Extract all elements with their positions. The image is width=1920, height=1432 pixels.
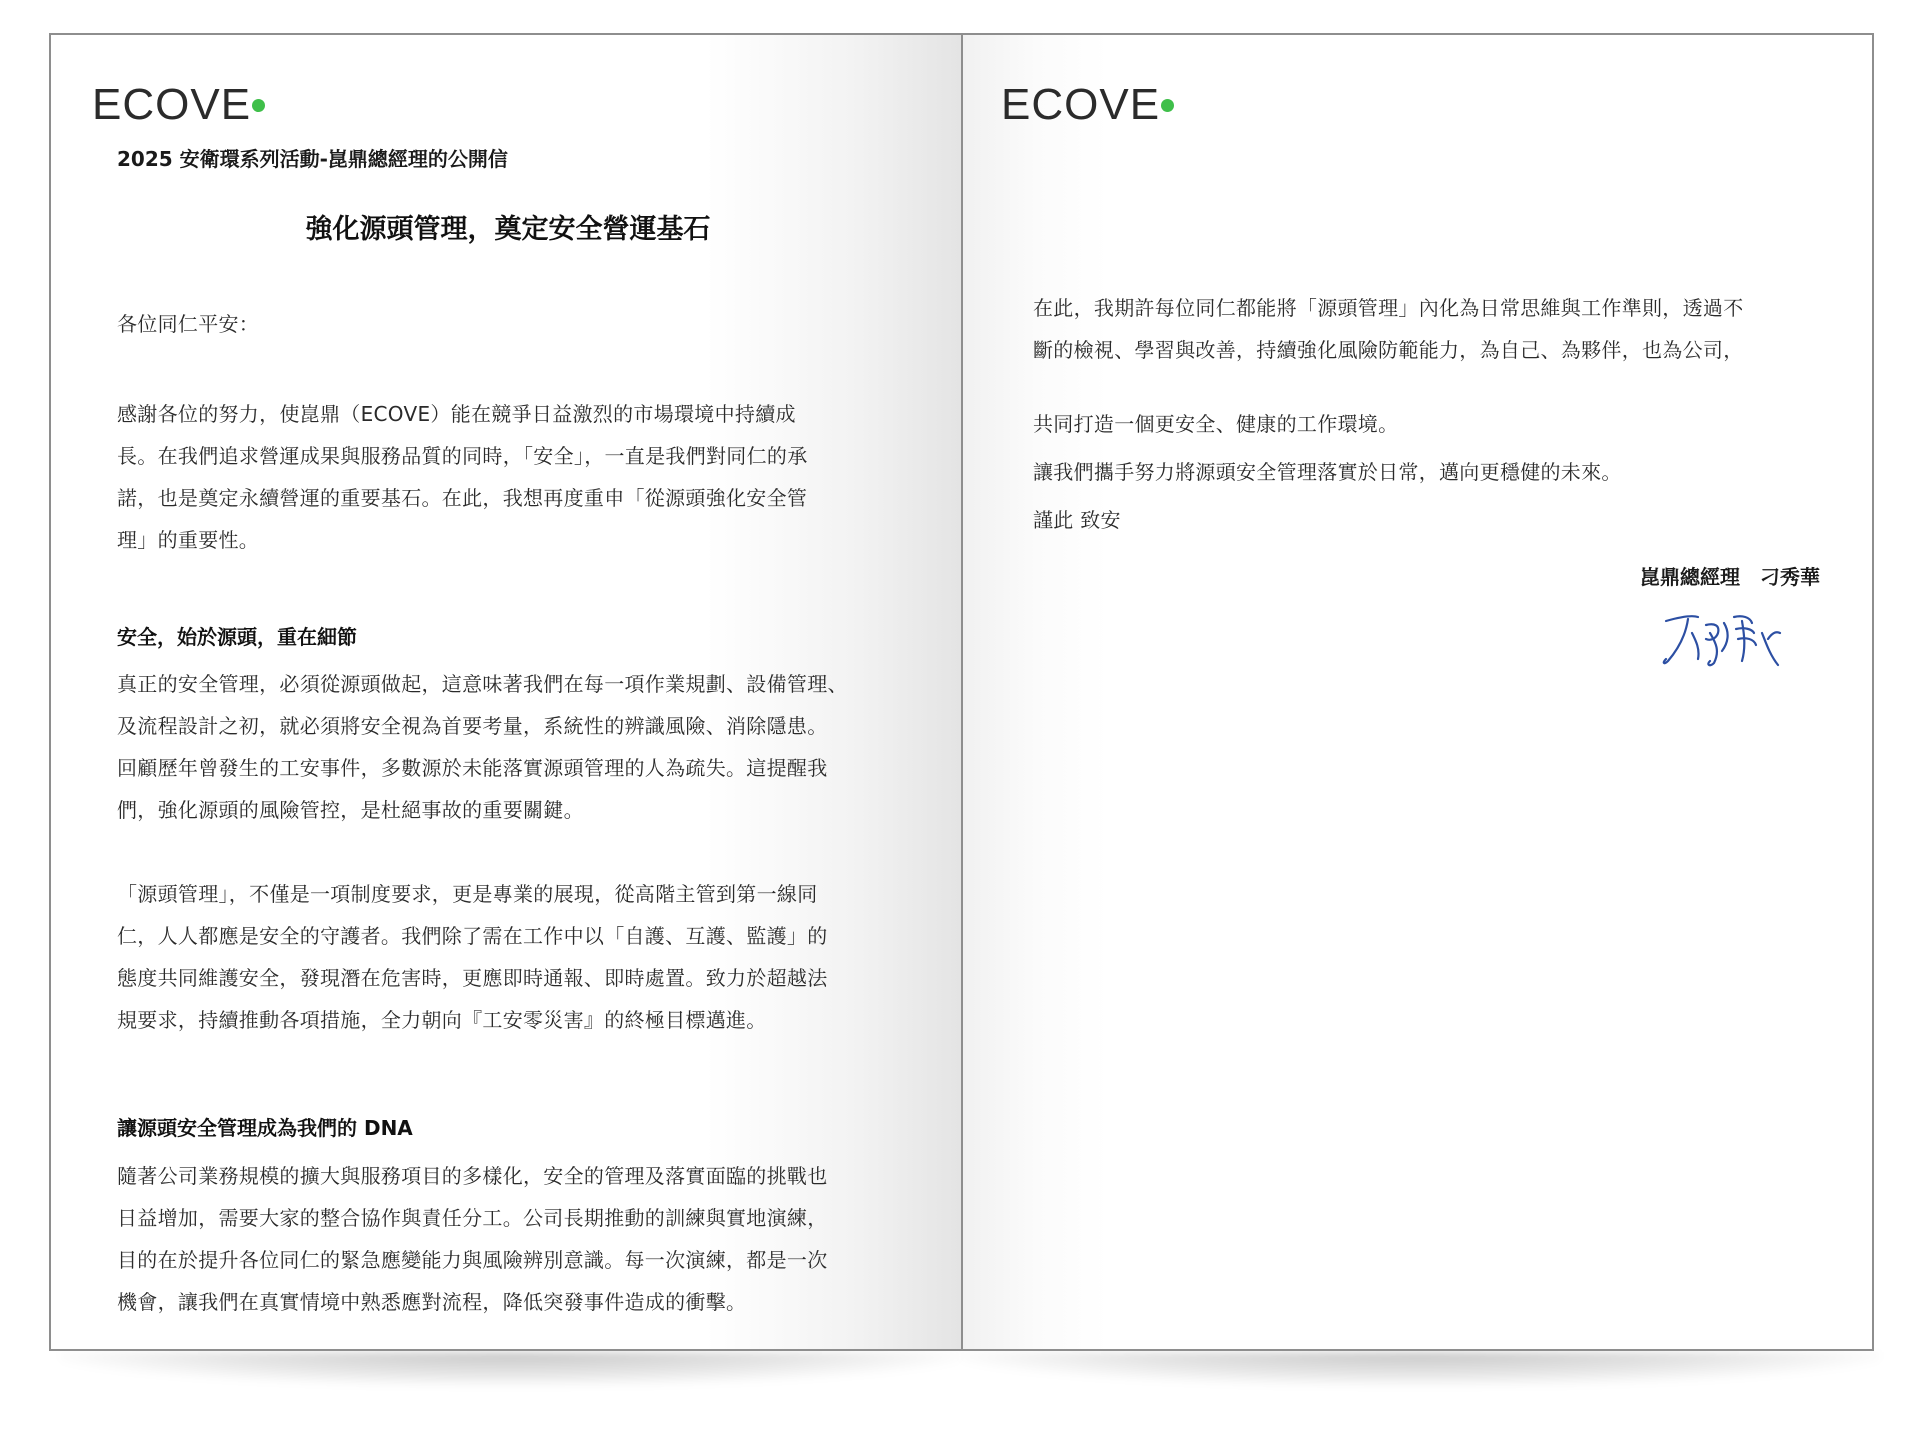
signature-title: 崑鼎總經理 刁秀華 [1640, 565, 1820, 589]
paragraph-line: 長。在我們追求營運成果與服務品質的同時，「安全」，一直是我們對同仁的承 [117, 444, 808, 468]
letter-page-1 [49, 33, 963, 1351]
paragraph-line: 在此，我期許每位同仁都能將「源頭管理」內化為日常思維與工作準則，透過不 [1033, 296, 1744, 320]
paragraph-line: 共同打造一個更安全、健康的工作環境。 [1033, 412, 1399, 436]
paragraph-line: 態度共同維護安全，發現潛在危害時，更應即時通報、即時處置。致力於超越法 [117, 966, 828, 990]
paragraph-line: 斷的檢視、學習與改善，持續強化風險防範能力，為自己、為夥伴，也為公司， [1033, 338, 1744, 362]
paragraph-line: 真正的安全管理，必須從源頭做起，這意味著我們在每一項作業規劃、設備管理、 [117, 672, 848, 696]
letter-title: 強化源頭管理，奠定安全營運基石 [305, 214, 711, 245]
greeting [117, 303, 917, 345]
handwritten-signature [1658, 603, 1788, 673]
paragraph-line: 隨著公司業務規模的擴大與服務項目的多樣化，安全的管理及落實面臨的挑戰也 [117, 1164, 828, 1188]
paragraph-line: 諾，也是奠定永續營運的重要基石。在此，我想再度重申「從源頭強化安全管 [117, 486, 808, 510]
logo-green-dot [1161, 99, 1174, 112]
paragraph-line: 讓我們攜手努力將源頭安全管理落實於日常，邁向更穩健的未來。 [1033, 460, 1622, 484]
section1-paragraph [117, 663, 917, 831]
paragraph-line: 感謝各位的努力，使崑鼎（ECOVE）能在競爭日益激烈的市場環境中持續成 [117, 402, 796, 426]
paragraph-line: 「源頭管理」，不僅是一項制度要求，更是專業的展現，從高階主管到第一線同 [117, 882, 818, 906]
page-shadow-left [60, 1352, 960, 1386]
paragraph-line: 們，強化源頭的風險管控，是杜絕事故的重要關鍵。 [117, 798, 584, 822]
logo-green-dot [252, 99, 265, 112]
section-heading-dna: 讓源頭安全管理成為我們的 DNA [117, 1116, 413, 1140]
closing-paragraph [1033, 287, 1833, 371]
closing-salutation: 謹此 致安 [1033, 508, 1121, 532]
greeting-text: 各位同仁平安： [117, 312, 260, 336]
logo-text: ECOVE [1001, 80, 1161, 129]
paragraph-line: 目的在於提升各位同仁的緊急應變能力與風險辨別意識。每一次演練，都是一次 [117, 1248, 828, 1272]
paragraph-line: 回顧歷年曾發生的工安事件，多數源於未能落實源頭管理的人為疏失。這提醒我 [117, 756, 828, 780]
logo-text: ECOVE [92, 80, 252, 129]
paragraph-line: 理」的重要性。 [117, 528, 260, 552]
event-heading: 2025 安衛環系列活動-崑鼎總經理的公開信 [117, 147, 508, 171]
page-shadow-right [960, 1352, 1880, 1386]
section-heading-source-safety: 安全，始於源頭，重在細節 [117, 625, 357, 649]
ecove-logo [92, 75, 251, 135]
ecove-logo [1001, 75, 1160, 135]
section3-paragraph [117, 1155, 917, 1323]
intro-paragraph [117, 393, 917, 561]
paragraph-line: 仁，人人都應是安全的守護者。我們除了需在工作中以「自護、互護、監護」的 [117, 924, 828, 948]
paragraph-line: 規要求，持續推動各項措施，全力朝向『工安零災害』的終極目標邁進。 [117, 1008, 767, 1032]
paragraph-line: 機會，讓我們在真實情境中熟悉應對流程，降低突發事件造成的衝擊。 [117, 1290, 747, 1314]
section2-paragraph [117, 873, 917, 1041]
letter-page-2 [961, 33, 1874, 1351]
paragraph-line: 日益增加，需要大家的整合協作與責任分工。公司長期推動的訓練與實地演練， [117, 1206, 828, 1230]
paragraph-line: 及流程設計之初，就必須將安全視為首要考量，系統性的辨識風險、消除隱患。 [117, 714, 828, 738]
closing-statement [1033, 403, 1833, 541]
